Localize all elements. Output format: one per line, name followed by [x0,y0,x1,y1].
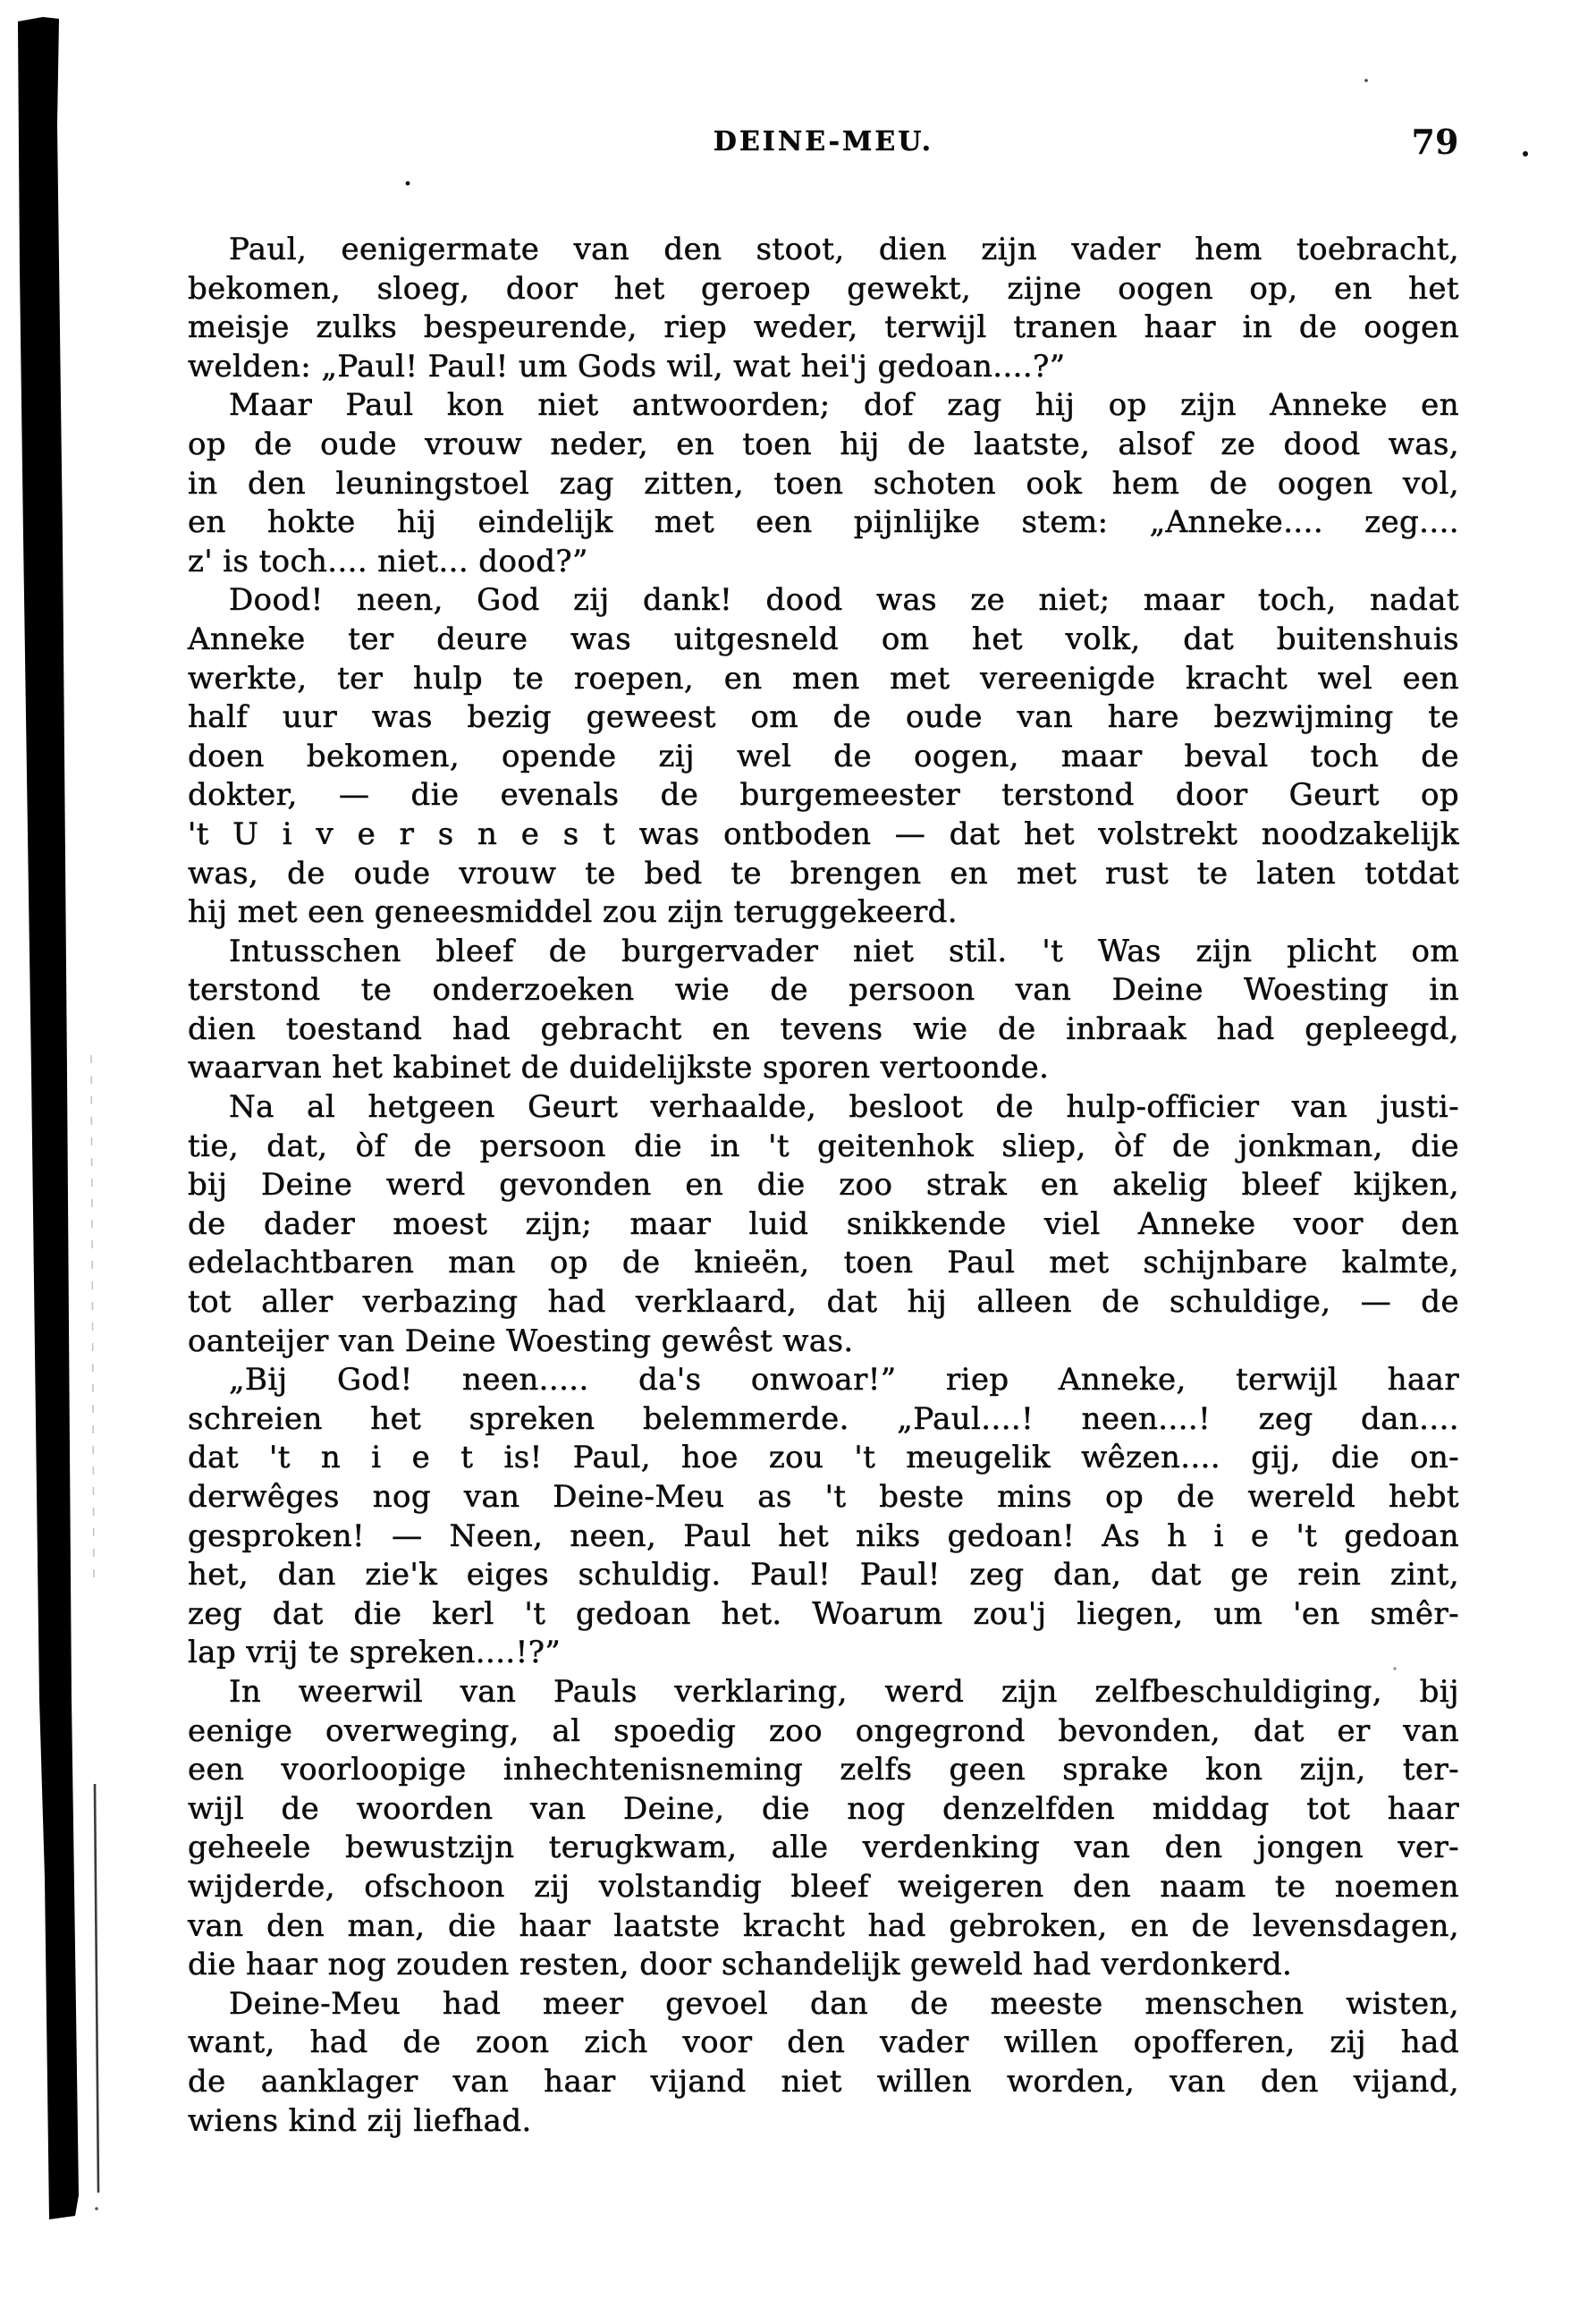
text-line: wiens kind zij liefhad. [188,2102,532,2139]
ink-speck [1523,151,1528,156]
text-line: Anneke ter deure was uitgesneld om het volk, dat buitenshuis [188,621,1459,657]
text-line: eenige overweging, al spoedig zoo ongegrond bevonden, dat er van [188,1712,1459,1749]
text-line: bij Deine werd gevonden en die zoo strak en akelig bleef kijken, [188,1167,1459,1204]
text-line: waarvan het kabinet de duidelijkste sporen vertoonde. [188,1050,1050,1086]
ink-speck [406,182,410,186]
gutter-shadow-bar [18,17,79,2219]
ink-speck [1364,79,1368,82]
text-line: dien toestand had gebracht en tevens wie de inbraak had gepleegd, [188,1010,1459,1047]
text-line: 't U i v e r s n e s t was ontboden — dat het volstrekt noodzakelijk [188,816,1459,852]
text-line: die haar nog zouden resten, door schandelijk geweld had verdonkerd. [188,1947,1293,1983]
text-line: Na al hetgeen Geurt verhaalde, besloot de hulp-officier van justi- [229,1089,1459,1126]
text-line: en hokte hij eindelijk met een pijnlijke stem: „Anneke.... zeg.... [188,504,1459,541]
text-line: dokter, — die evenals de burgemeester terstond door Geurt op [188,777,1459,814]
text-line: het, dan zie'k eiges schuldig. Paul! Paul! zeg dan, dat ge rein zint, [188,1557,1459,1593]
text-line: de aanklager van haar vijand niet willen worden, van den vijand, [188,2063,1459,2100]
text-line: in den leuningstoel zag zitten, toen schoten ook hem de oogen vol, [188,465,1459,502]
text-line: schreien het spreken belemmerde. „Paul....! neen....! zeg dan.... [188,1400,1459,1437]
text-line: lap vrij te spreken....!?” [188,1635,562,1671]
text-line: Intusschen bleef de burgervader niet stil. 't Was zijn plicht om [229,933,1459,969]
text-line: op de oude vrouw neder, en toen hij de laatste, alsof ze dood was, [188,426,1459,462]
text-line: half uur was bezig geweest om de oude van hare bezwijming te [188,699,1459,736]
text-line: de dader moest zijn; maar luid snikkende viel Anneke voor den [188,1205,1459,1242]
text-line: oanteijer van Deine Woesting gewêst was. [188,1323,854,1359]
text-line: want, had de zoon zich voor den vader willen opofferen, zij had [188,2024,1459,2061]
text-line: Dood! neen, God zij dank! dood was ze niet; maar toch, nadat [229,582,1459,619]
scan-hairline-lower [95,1784,98,2193]
text-line: meisje zulks bespeurende, riep weder, terwijl tranen haar in de oogen [188,309,1459,346]
text-line: was, de oude vrouw te bed te brengen en met rust te laten totdat [188,855,1459,892]
text-line: van den man, die haar laatste kracht had gebroken, en de levensdagen, [188,1907,1459,1944]
text-line: wijderde, ofschoon zij volstandig bleef weigeren den naam te noemen [188,1868,1459,1905]
text-line: hij met een geneesmiddel zou zijn teruggekeerd. [188,894,958,931]
running-head-title: DEINE-MEU. [713,126,934,157]
text-line: werkte, ter hulp te roepen, en men met vereenigde kracht wel een [188,660,1459,697]
text-line: welden: „Paul! Paul! um Gods wil, wat hei'j gedoan....?” [188,348,1066,385]
text-line: dat 't n i e t is! Paul, hoe zou 't meugelik wêzen.... gij, die on- [188,1440,1459,1476]
text-block [188,231,1459,2141]
text-line: wijl de woorden van Deine, die nog denzelfden middag tot haar [188,1790,1459,1827]
text-line: Maar Paul kon niet antwoorden; dof zag hij op zijn Anneke en [229,387,1459,424]
page-number: 79 [1411,122,1459,162]
text-line: „Bij God! neen..... da's onwoar!” riep Anneke, terwijl haar [229,1362,1459,1399]
text-line: terstond te onderzoeken wie de persoon van Deine Woesting in [188,972,1459,1009]
text-line: zeg dat die kerl 't gedoan het. Woarum zou'j liegen, um 'en smêr- [188,1595,1459,1632]
text-line: geheele bewustzijn terugkwam, alle verdenking van den jongen ver- [188,1830,1459,1866]
text-line: bekomen, sloeg, door het geroep gewekt, zijne oogen op, en het [188,270,1459,307]
text-line: Paul, eenigermate van den stoot, dien zijn vader hem toebracht, [229,232,1459,267]
scan-hairline-upper [91,1055,94,1583]
text-line: edelachtbaren man op de knieën, toen Paul met schijnbare kalmte, [188,1245,1459,1281]
text-line: derwêges nog van Deine-Meu as 't beste mins op de wereld hebt [188,1479,1459,1515]
text-line: gesproken! — Neen, neen, Paul het niks gedoan! As h i e 't gedoan [188,1517,1459,1554]
text-line: In weerwil van Pauls verklaring, werd zijn zelfbeschuldiging, bij [229,1673,1459,1710]
text-line: Deine-Meu had meer gevoel dan de meeste menschen wisten, [229,1985,1459,2022]
text-line: een voorloopige inhechtenisneming zelfs geen sprake kon zijn, ter- [188,1752,1459,1788]
text-line: doen bekomen, opende zij wel de oogen, maar beval toch de [188,738,1459,774]
text-line: tot aller verbazing had verklaard, dat hij alleen de schuldige, — de [188,1284,1459,1321]
ink-speck [95,2207,98,2210]
text-line: tie, dat, òf de persoon die in 't geitenhok sliep, òf de jonkman, die [188,1128,1459,1164]
text-line: z' is toch.... niet... dood?” [188,543,588,579]
